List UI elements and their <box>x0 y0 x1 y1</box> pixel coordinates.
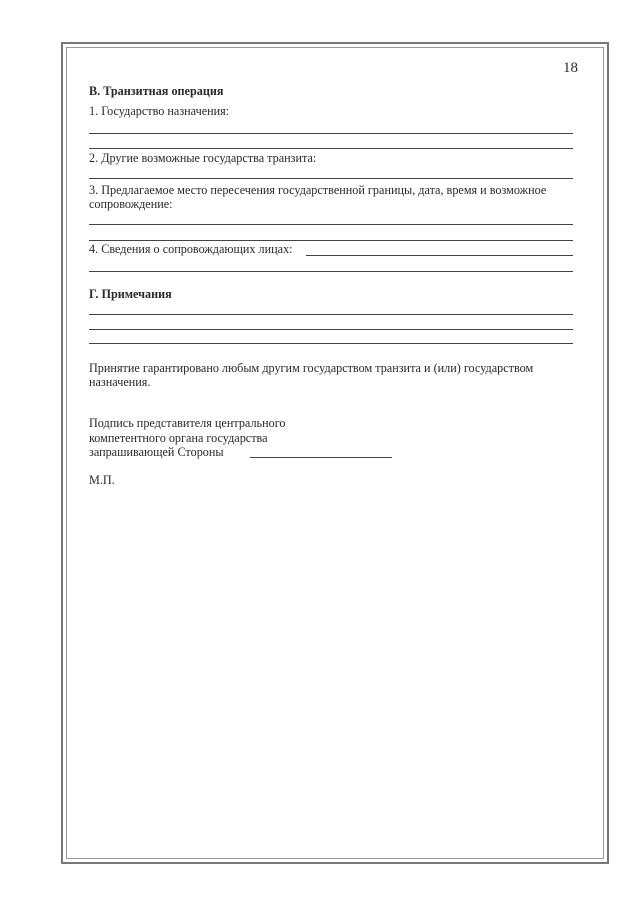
item-4-answer-line[interactable] <box>306 255 573 256</box>
notes-line[interactable] <box>89 329 573 330</box>
acceptance-text-line-1: Принятие гарантировано любым другим государством транзита и (или) государством <box>89 361 534 375</box>
item-4-label: 4. Сведения о сопровождающих лицах: <box>89 242 293 256</box>
signature-label-line-2: компетентного органа государства <box>89 431 268 445</box>
signature-label-line-3: запрашивающей Стороны <box>89 445 224 459</box>
notes-line[interactable] <box>89 343 573 344</box>
acceptance-text-line-2: назначения. <box>89 375 151 389</box>
item-4-answer-line[interactable] <box>89 271 573 272</box>
section-v-heading: В. Транзитная операция <box>89 84 224 98</box>
page-number: 18 <box>563 60 578 76</box>
signature-line[interactable] <box>250 457 392 458</box>
section-g-heading: Г. Примечания <box>89 287 172 301</box>
item-1-label: 1. Государство назначения: <box>89 104 230 118</box>
item-3-answer-line[interactable] <box>89 240 573 241</box>
item-2-answer-line[interactable] <box>89 178 573 179</box>
item-2-label: 2. Другие возможные государства транзита: <box>89 151 317 165</box>
item-1-answer-line[interactable] <box>89 148 573 149</box>
seal-mark: М.П. <box>89 473 115 487</box>
notes-line[interactable] <box>89 314 573 315</box>
item-1-answer-line[interactable] <box>89 133 573 134</box>
item-3-label-line-2: сопровождение: <box>89 197 173 211</box>
item-3-label-line-1: 3. Предлагаемое место пересечения государственной границы, дата, время и возможное <box>89 183 547 197</box>
signature-label-line-1: Подпись представителя центрального <box>89 416 286 430</box>
item-3-answer-line[interactable] <box>89 224 573 225</box>
